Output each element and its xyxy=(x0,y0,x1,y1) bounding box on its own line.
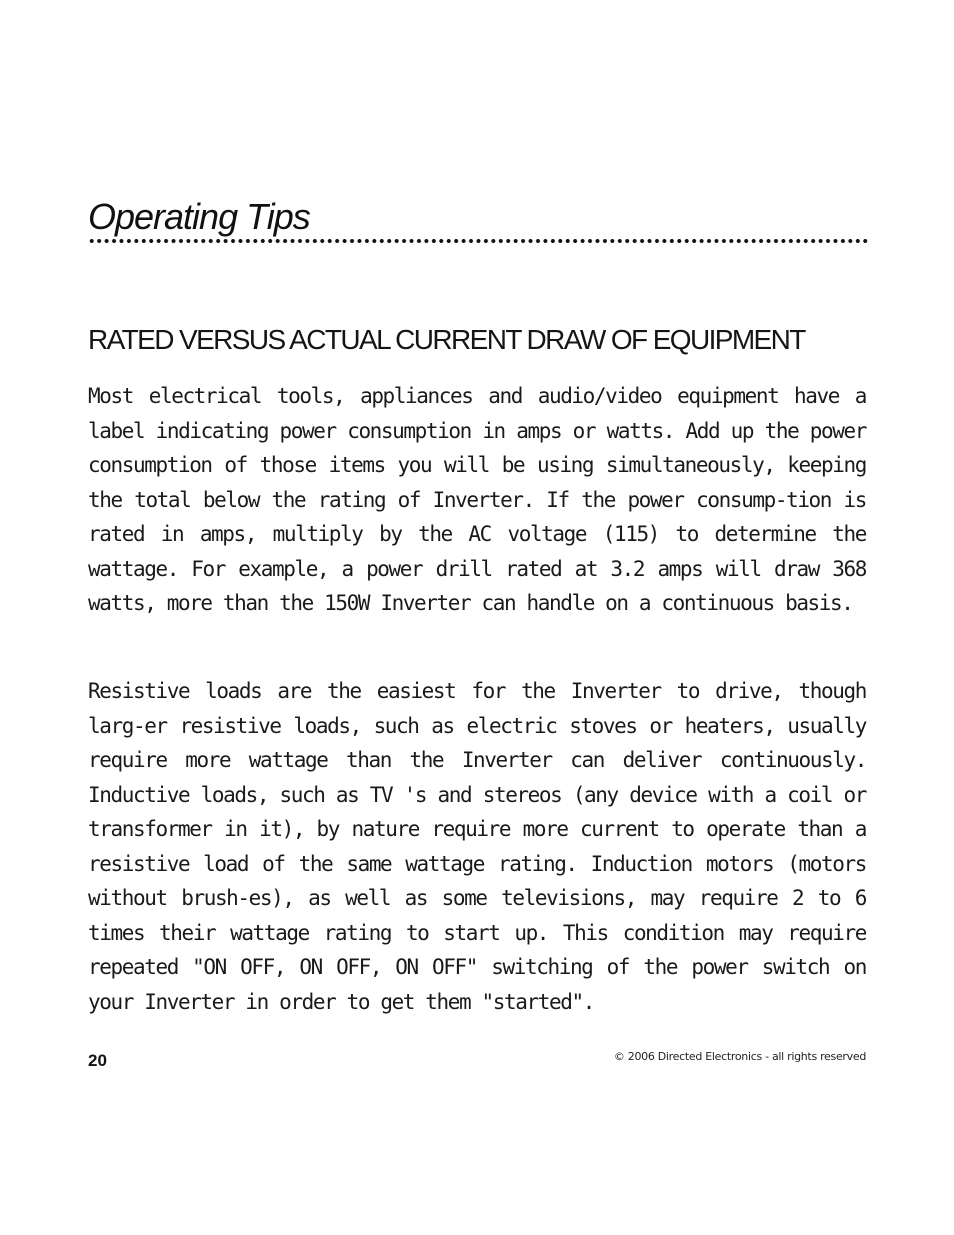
page-title-block xyxy=(88,192,868,252)
body-paragraph-1: Most electrical tools, appliances and audio/video equipment have a label indicating power consumption in amps or watts. Add up the power consumption of those items you will be using simultaneously, keeping the total below the rating of Inverter. If the power consump-tion is rated in amps, multiply by the AC voltage (115) to determine the wattage. For example, a power drill rated at 3.2 amps will draw 368 watts, more than the 150W Inverter can handle on a continuous basis. xyxy=(88,384,866,615)
section-heading: RATED VERSUS ACTUAL CURRENT DRAW OF EQUIPMENT xyxy=(88,324,805,355)
dotted-leader-rule xyxy=(88,238,868,244)
page-number: 20 xyxy=(88,1051,107,1070)
copyright-notice: © 2006 Directed Electronics - all rights reserved xyxy=(613,1050,866,1063)
page-title: Operating Tips xyxy=(88,196,310,237)
body-paragraph-2: Resistive loads are the easiest for the Inverter to drive, though larg-er resistive loads, such as electric stoves or heaters, usually require more wattage than the Inverter can deliver continuously. Inductive loads, such as TV 's and stereos (any device with a coil or transformer in it), by nature require more current to operate than a resistive load of the same wattage rating. Induction motors (motors without brush-es), as well as some televisions, may require 2 to 6 times their wattage rating to start up. This condition may require repeated "ON OFF, ON OFF, ON OFF" switching of the power switch on your Inverter in order to get them "started". xyxy=(88,679,866,1014)
